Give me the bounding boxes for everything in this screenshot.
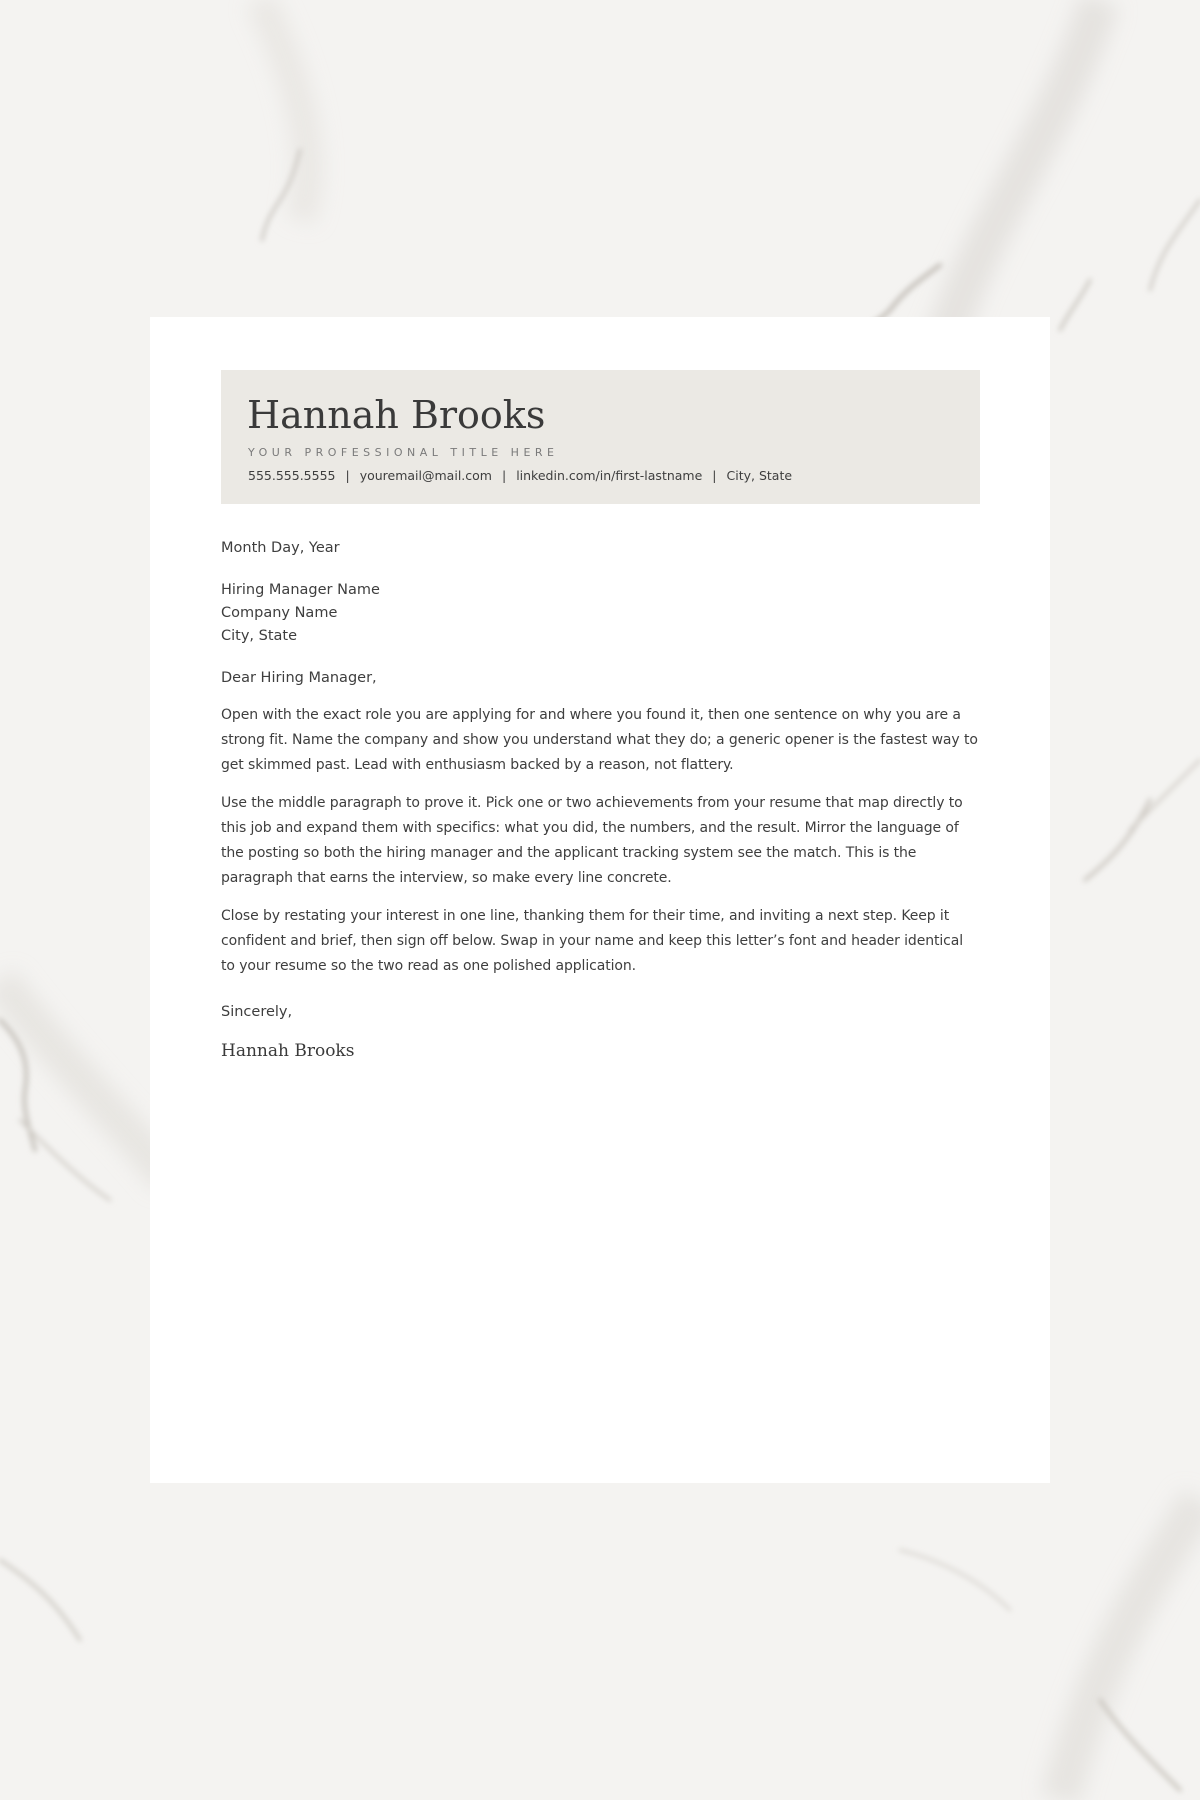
recipient-company: Company Name bbox=[221, 605, 338, 621]
recipient-block bbox=[221, 579, 980, 648]
contact-separator: | bbox=[345, 468, 350, 483]
recipient-location: City, State bbox=[221, 628, 298, 644]
contact-separator: | bbox=[501, 468, 507, 483]
contact-separator: | bbox=[712, 468, 717, 483]
signature-name: Hannah Brooks bbox=[221, 1041, 355, 1061]
contact-email: youremail@mail.com bbox=[359, 468, 492, 483]
cover-letter-page bbox=[150, 317, 1050, 1483]
letter-date: Month Day, Year bbox=[221, 540, 340, 556]
contact-location: City, State bbox=[726, 468, 793, 483]
professional-title: YOUR PROFESSIONAL TITLE HERE bbox=[248, 446, 559, 459]
letter-header bbox=[221, 370, 980, 504]
body-paragraph-opening: Open with the exact role you are applying for and where you found it, then one sentence on why you are a strong fit. Name the company and show you understand what they do; a generic opener is the fastest way to get skimmed past. Lead with enthusiasm backed by a reason, not flattery. bbox=[221, 707, 978, 773]
body-paragraph-middle: Use the middle paragraph to prove it. Pick one or two achievements from your resume that map directly to this job and expand them with specifics: what you did, the numbers, and the result. Mirror the language of the posting so both the hiring manager and the applicant tracking system see the match. This is the paragraph that earns the interview, so make every line concrete. bbox=[221, 795, 963, 886]
contact-line bbox=[248, 468, 792, 483]
salutation: Dear Hiring Manager, bbox=[221, 670, 377, 686]
body-paragraph-closing: Close by restating your interest in one line, thanking them for their time, and inviting a next step. Keep it confident and brief, then sign off below. Swap in your name and keep this letter’s font and header identical to your resume so the two read as one polished application. bbox=[221, 908, 964, 974]
sender-name: Hannah Brooks bbox=[247, 393, 546, 437]
contact-linkedin: linkedin.com/in/first-lastname bbox=[516, 468, 703, 483]
recipient-name: Hiring Manager Name bbox=[221, 582, 380, 598]
contact-phone: 555.555.5555 bbox=[248, 468, 336, 483]
closing-phrase: Sincerely, bbox=[221, 1004, 293, 1020]
